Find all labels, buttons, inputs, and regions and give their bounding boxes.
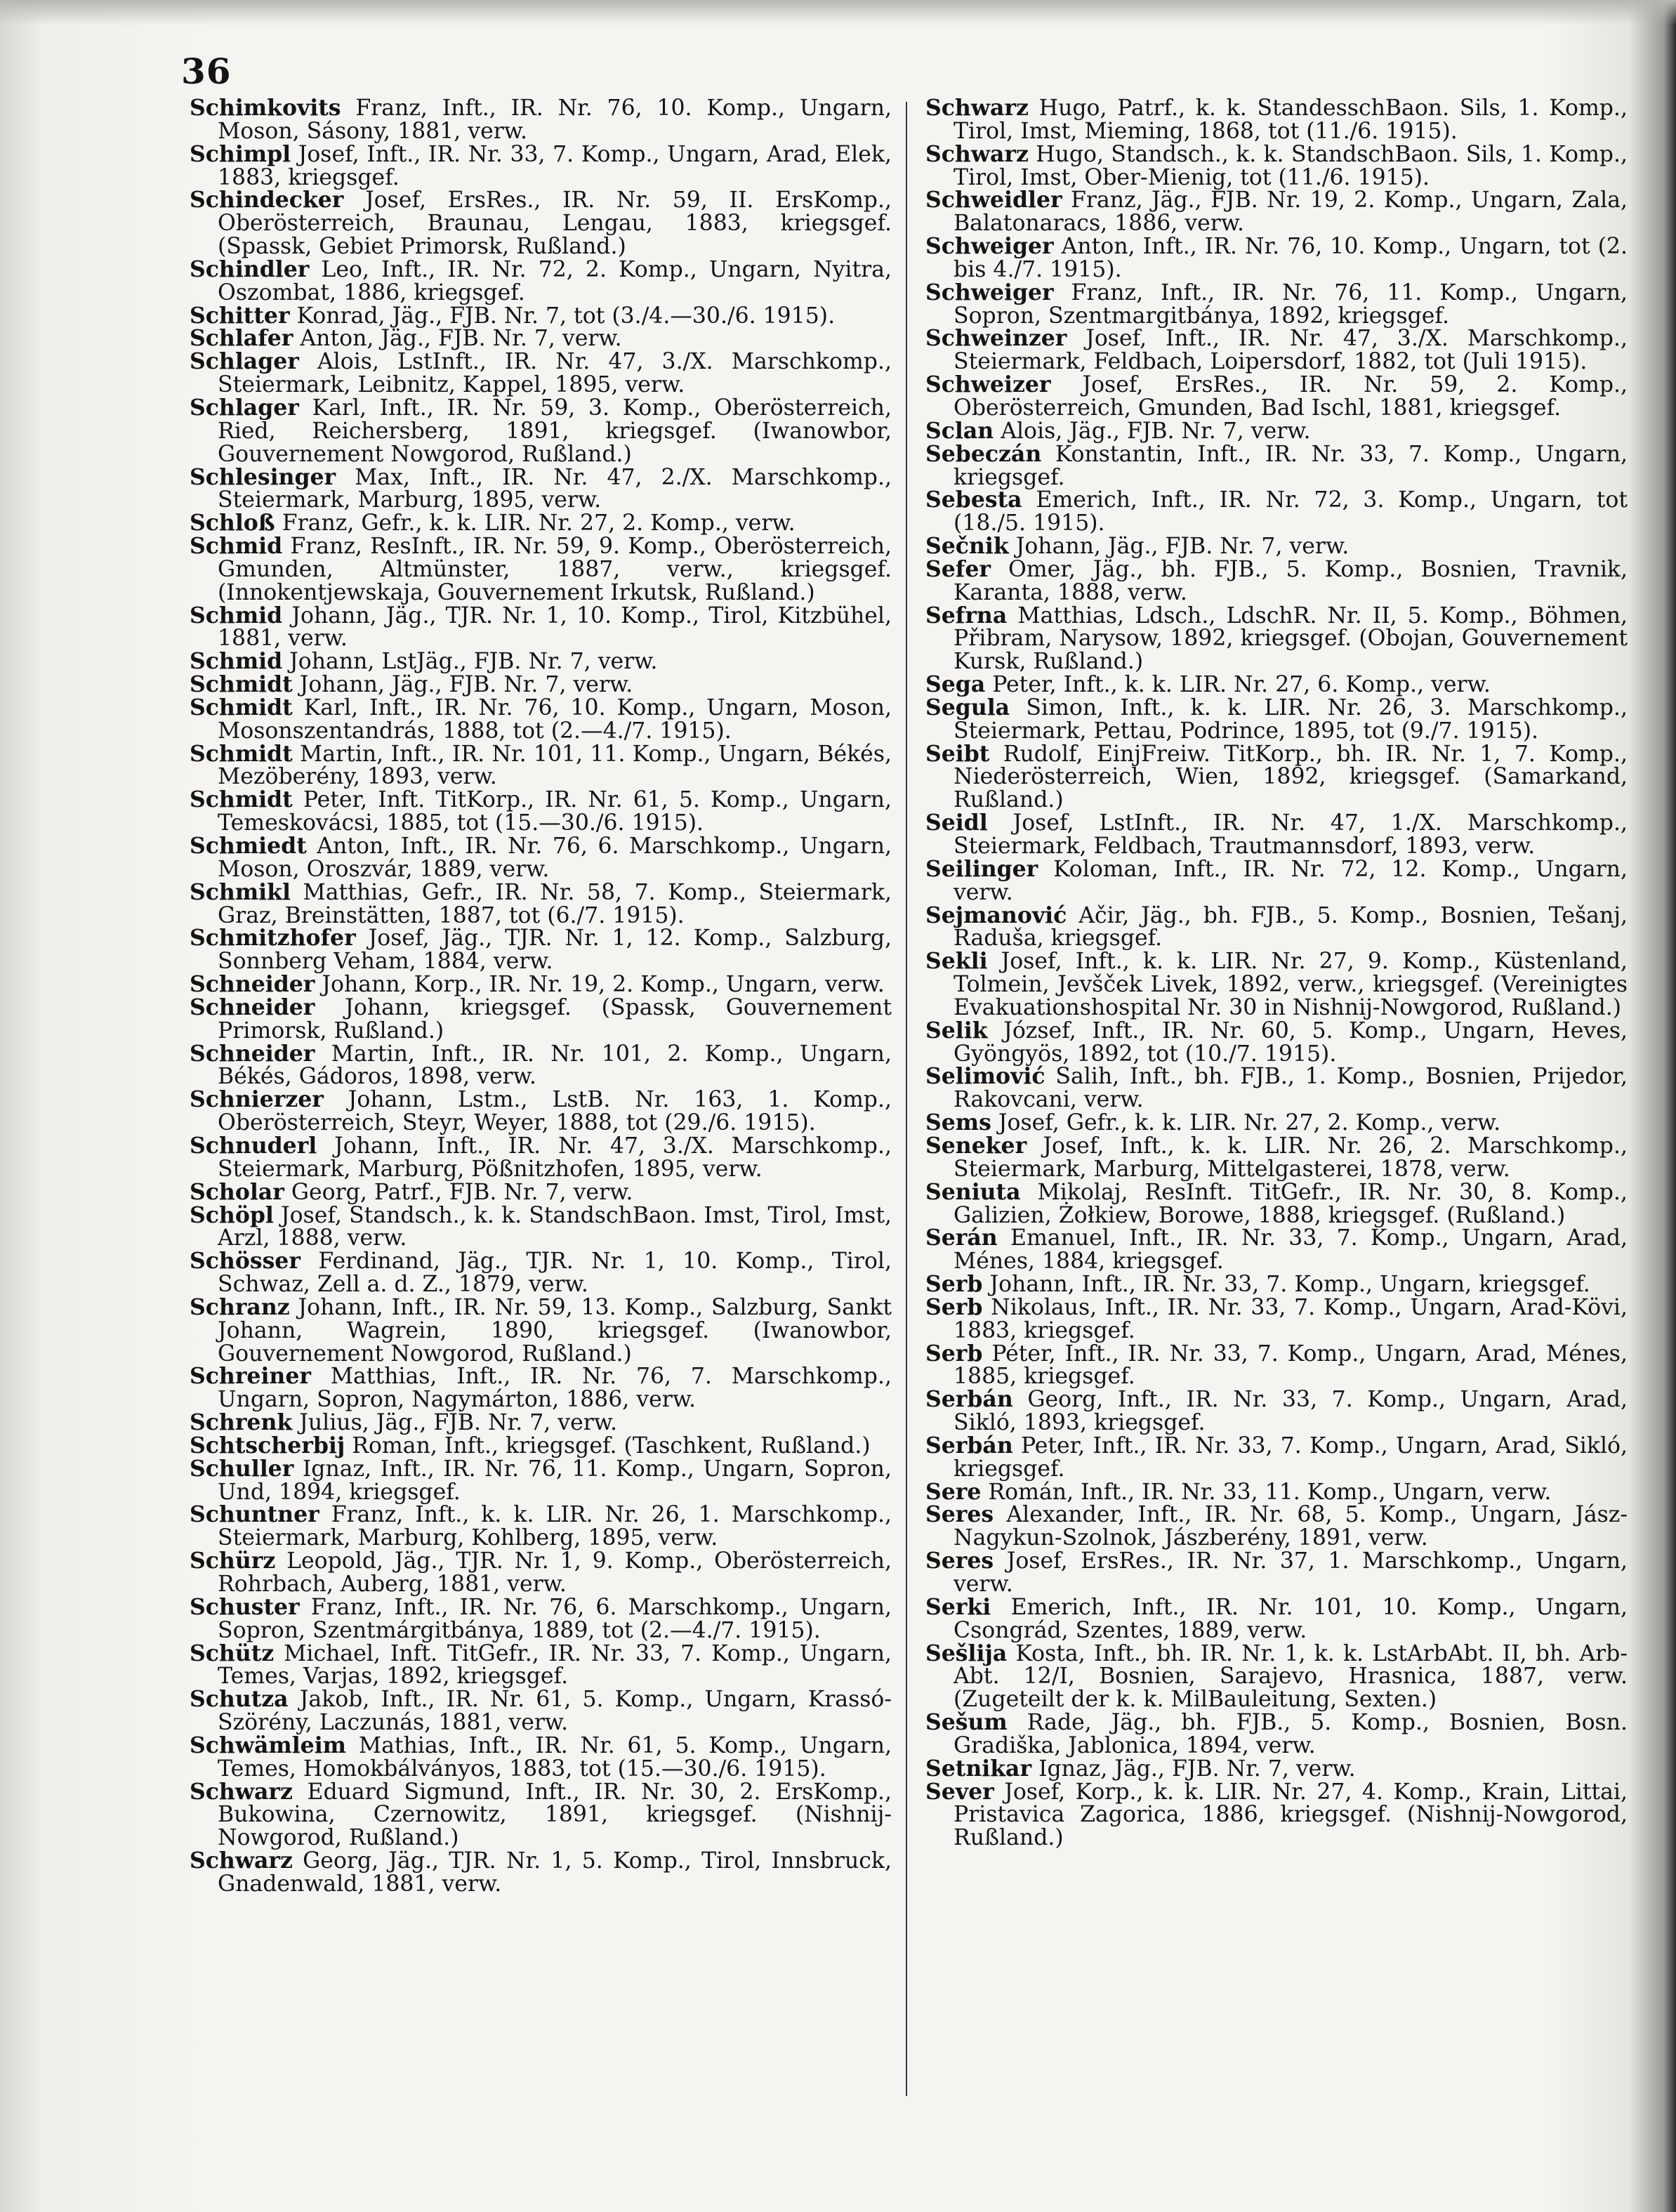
entry-details: Leopold, Jäg., TJR. Nr. 1, 9. Komp., Oberösterreich, Rohrbach, Auberg, 1881, verw. bbox=[218, 1548, 892, 1597]
entry-surname: Schloß bbox=[190, 510, 275, 536]
entry-details: Nikolaus, Inft., IR. Nr. 33, 7. Komp., Ungarn, Arad-Kövi, 1883, kriegsgef. bbox=[954, 1294, 1628, 1343]
entry-details: Johann, Jäg., FJB. Nr. 7, verw. bbox=[1015, 534, 1350, 560]
entry-surname: Serb bbox=[925, 1293, 983, 1320]
entry-surname: Schmidt bbox=[190, 671, 293, 698]
entry-details: Franz, Inft., IR. Nr. 76, 10. Komp., Ungarn, Moson, Sásony, 1881, verw. bbox=[218, 96, 892, 144]
entry-details: Franz, Gefr., k. k. LIR. Nr. 27, 2. Komp., verw. bbox=[282, 511, 796, 536]
entry-details: Matthias, Ldsch., LdschR. Nr. II, 5. Komp., Böhmen, Přibram, Narysow, 1892, kriegsgef. (Obojan, Gouvernement Kursk, Rußland.) bbox=[954, 603, 1628, 675]
list-entry bbox=[925, 855, 1628, 905]
list-entry bbox=[925, 189, 1628, 235]
list-entry bbox=[190, 394, 892, 467]
list-entry bbox=[190, 258, 892, 305]
entry-details: Salih, Inft., bh. FJB., 1. Komp., Bosnien, Prijedor, Rakovcani, verw. bbox=[954, 1064, 1628, 1113]
list-entry bbox=[190, 673, 892, 697]
list-entry bbox=[190, 1850, 892, 1896]
entry-details: Eduard Sigmund, Inft., IR. Nr. 30, 2. ErsKomp., Bukowina, Czernowitz, 1891, kriegsgef. (Nishnij-Nowgorod, Rußland.) bbox=[218, 1779, 892, 1851]
list-entry bbox=[190, 97, 892, 143]
entry-details: Kosta, Inft., bh. IR. Nr. 1, k. k. LstArbAbt. II, bh. Arb-Abt. 12/I, Bosnien, Sarajevo, Hrasnica, 1887, verw. (Zugeteilt der k. k. MilBauleitung, Sexten.) bbox=[954, 1640, 1628, 1713]
entry-details: Johann, Inft., IR. Nr. 33, 7. Komp., Ungarn, kriegsgef. bbox=[989, 1272, 1590, 1298]
entry-details: Matthias, Inft., IR. Nr. 76, 7. Marschkomp., Ungarn, Sopron, Nagymárton, 1886, verw. bbox=[218, 1364, 892, 1413]
entry-surname: Schlesinger bbox=[190, 463, 336, 490]
list-entry bbox=[925, 1227, 1628, 1273]
entry-surname: Schöpl bbox=[190, 1202, 274, 1228]
entry-details: Franz, Inft., k. k. LIR. Nr. 26, 1. Marschkomp., Steiermark, Marburg, Kohlberg, 1895, verw. bbox=[218, 1502, 892, 1551]
entry-details: Emerich, Inft., IR. Nr. 72, 3. Komp., Ungarn, tot (18./5. 1915). bbox=[954, 487, 1628, 536]
entry-surname: Schuster bbox=[190, 1593, 300, 1620]
entry-surname: Seidl bbox=[925, 810, 988, 836]
entry-surname: Sere bbox=[925, 1478, 982, 1505]
list-entry bbox=[190, 1040, 892, 1090]
list-entry bbox=[925, 489, 1628, 535]
entry-surname: Schmidt bbox=[190, 694, 293, 720]
list-entry bbox=[925, 97, 1628, 143]
entry-surname: Schürz bbox=[190, 1548, 276, 1574]
list-entry bbox=[925, 235, 1628, 282]
list-entry bbox=[190, 1250, 892, 1296]
entry-details: Josef, ErsRes., IR. Nr. 37, 1. Marschkomp., Ungarn, verw. bbox=[954, 1548, 1628, 1597]
list-entry bbox=[190, 1642, 892, 1689]
entry-surname: Sekli bbox=[925, 948, 988, 975]
list-entry bbox=[925, 535, 1628, 558]
entry-surname: Sebeczán bbox=[925, 440, 1042, 467]
list-entry bbox=[925, 279, 1628, 329]
page-shadow bbox=[0, 0, 1676, 25]
entry-surname: Seilinger bbox=[925, 855, 1038, 882]
entry-details: Anton, Inft., IR. Nr. 76, 10. Komp., Ungarn, tot (2. bis 4./7. 1915). bbox=[954, 234, 1628, 282]
entry-details: Georg, Jäg., TJR. Nr. 1, 5. Komp., Tirol, Innsbruck, Gnadenwald, 1881, verw. bbox=[218, 1848, 892, 1897]
entry-details: Alexander, Inft., IR. Nr. 68, 5. Komp., Ungarn, Jász-Nagykun-Szolnok, Jászberény, 1891, verw. bbox=[954, 1502, 1628, 1551]
list-entry bbox=[925, 812, 1628, 858]
list-entry bbox=[925, 371, 1628, 421]
entry-details: Omer, Jäg., bh. FJB., 5. Komp., Bosnien, Travnik, Karanta, 1888, verw. bbox=[954, 556, 1628, 605]
list-entry bbox=[925, 694, 1628, 744]
list-entry bbox=[925, 1778, 1628, 1851]
entry-details: Alois, Jäg., FJB. Nr. 7, verw. bbox=[1001, 418, 1311, 444]
entry-surname: Schneider bbox=[190, 971, 315, 998]
entry-details: Hugo, Standsch., k. k. StandschBaon. Sils, 1. Komp., Tirol, Imst, Ober-Mienig, tot (11./6. 1915). bbox=[954, 141, 1628, 190]
entry-surname: Schwarz bbox=[190, 1848, 293, 1874]
list-entry bbox=[190, 835, 892, 881]
entry-details: Martin, Inft., IR. Nr. 101, 11. Komp., Ungarn, Békés, Mezöberény, 1893, verw. bbox=[218, 741, 892, 790]
entry-surname: Selimović bbox=[925, 1063, 1045, 1090]
entry-surname: Schmitzhofer bbox=[190, 925, 356, 952]
entry-details: Josef, Inft., IR. Nr. 33, 7. Komp., Ungarn, Arad, Elek, 1883, kriegsgef. bbox=[218, 141, 892, 190]
entry-surname: Serb bbox=[925, 1271, 983, 1298]
right-column bbox=[925, 97, 1628, 1850]
list-entry bbox=[190, 1411, 892, 1435]
entry-details: Román, Inft., IR. Nr. 33, 11. Komp., Ungarn, verw. bbox=[988, 1479, 1552, 1505]
list-entry bbox=[190, 973, 892, 996]
entry-details: József, Inft., IR. Nr. 60, 5. Komp., Ungarn, Heves, Gyöngyös, 1892, tot (10./7. 1915). bbox=[954, 1018, 1628, 1067]
list-entry bbox=[925, 740, 1628, 813]
entry-surname: Schweiger bbox=[925, 279, 1054, 305]
list-entry bbox=[190, 302, 892, 329]
entry-surname: Sever bbox=[925, 1778, 994, 1805]
entry-details: Josef, Jäg., TJR. Nr. 1, 12. Komp., Salzburg, Sonnberg Veham, 1884, verw. bbox=[218, 926, 892, 975]
entry-details: Georg, Patrf., FJB. Nr. 7, verw. bbox=[291, 1179, 633, 1205]
entry-details: Rudolf, EinjFreiw. TitKorp., bh. IR. Nr. 1, 7. Komp., Niederösterreich, Wien, 1892, kriegsgef. (Samarkand, Rußland.) bbox=[954, 741, 1628, 813]
entry-surname: Sešum bbox=[925, 1709, 1008, 1736]
list-entry bbox=[925, 555, 1628, 605]
entry-details: Josef, Inft., IR. Nr. 47, 3./X. Marschkomp., Steiermark, Feldbach, Loipersdorf, 1882, tot (Juli 1915). bbox=[954, 326, 1628, 375]
entry-surname: Schtscherbij bbox=[190, 1432, 345, 1459]
entry-surname: Serki bbox=[925, 1593, 991, 1620]
entry-details: Emanuel, Inft., IR. Nr. 33, 7. Komp., Ungarn, Arad, Ménes, 1884, kriegsgef. bbox=[954, 1225, 1628, 1275]
list-entry bbox=[190, 694, 892, 744]
list-entry bbox=[190, 650, 892, 673]
entry-details: Josef, ErsRes., IR. Nr. 59, II. ErsKomp., Oberösterreich, Braunau, Lengau, 1883, kriegsgef. (Spassk, Gebiet Primorsk, Rußland.) bbox=[218, 187, 892, 260]
entry-surname: Seneker bbox=[925, 1132, 1027, 1159]
entry-details: Leo, Inft., IR. Nr. 72, 2. Komp., Ungarn, Nyitra, Oszombat, 1886, kriegsgef. bbox=[218, 256, 892, 305]
list-entry bbox=[925, 327, 1628, 374]
entry-details: Karl, Inft., IR. Nr. 59, 3. Komp., Oberösterreich, Ried, Reichersberg, 1891, kriegsgef. (Iwanowbor, Gouvernement Nowgorod, Rußland.) bbox=[218, 395, 892, 467]
list-entry bbox=[925, 440, 1628, 490]
list-entry bbox=[925, 417, 1628, 444]
list-entry bbox=[190, 878, 892, 928]
entry-surname: Schmiedt bbox=[190, 833, 307, 859]
entry-surname: Schmidt bbox=[190, 786, 293, 813]
entry-surname: Schmikl bbox=[190, 878, 291, 905]
entry-details: Hugo, Patrf., k. k. StandesschBaon. Sils, 1. Komp., Tirol, Imst, Mieming, 1868, tot (11./6. 1915). bbox=[954, 96, 1628, 144]
entry-details: Franz, Inft., IR. Nr. 76, 6. Marschkomp., Ungarn, Sopron, Szentmárgitbánya, 1889, tot (2.—4./7. 1915). bbox=[218, 1594, 892, 1643]
list-entry bbox=[190, 1455, 892, 1505]
list-entry bbox=[190, 1432, 892, 1459]
entry-details: Peter, Inft. TitKorp., IR. Nr. 61, 5. Komp., Ungarn, Temeskovácsi, 1885, tot (15.—30./6. 1915). bbox=[218, 787, 892, 836]
entry-surname: Schwarz bbox=[925, 140, 1029, 167]
list-entry bbox=[925, 1503, 1628, 1550]
entry-details: Martin, Inft., IR. Nr. 101, 2. Komp., Ungarn, Békés, Gádoros, 1898, verw. bbox=[218, 1041, 892, 1090]
list-entry bbox=[190, 786, 892, 836]
entry-details: Johann, Jäg., FJB. Nr. 7, verw. bbox=[299, 672, 633, 698]
list-entry bbox=[925, 904, 1628, 951]
entry-details: Josef, Inft., k. k. LIR. Nr. 27, 9. Komp., Küstenland, Tolmein, Jevšček Livek, 1892, verw., kriegsgef. (Vereinigtes Evakuationshospital Nr. 30 in Nishnij-Nowgorod, Rußland.) bbox=[954, 949, 1628, 1020]
entry-surname: Sefrna bbox=[925, 602, 1008, 628]
entry-details: Mathias, Inft., IR. Nr. 61, 5. Komp., Ungarn, Temes, Homokbálványos, 1883, tot (15.—30./6. 1915). bbox=[218, 1732, 892, 1782]
entry-details: Johann, kriegsgef. (Spassk, Gouvernement Primorsk, Rußland.) bbox=[218, 994, 892, 1044]
entry-details: Johann, LstJäg., FJB. Nr. 7, verw. bbox=[289, 649, 658, 675]
entry-surname: Schwämleim bbox=[190, 1732, 346, 1758]
entry-surname: Schutza bbox=[190, 1686, 289, 1713]
list-entry bbox=[190, 927, 892, 973]
entry-surname: Schreiner bbox=[190, 1363, 311, 1390]
list-entry bbox=[190, 1088, 892, 1135]
list-entry bbox=[190, 740, 892, 790]
entry-details: Franz, Inft., IR. Nr. 76, 11. Komp., Ungarn, Sopron, Szentmargitbánya, 1892, kriegsgef. bbox=[954, 279, 1628, 329]
entry-surname: Schweiger bbox=[925, 233, 1054, 260]
entry-surname: Schwarz bbox=[190, 1778, 293, 1805]
entry-details: Alois, LstInft., IR. Nr. 47, 3./X. Marschkomp., Steiermark, Leibnitz, Kappel, 1895, verw. bbox=[218, 349, 892, 398]
list-entry bbox=[925, 1132, 1628, 1182]
entry-details: Karl, Inft., IR. Nr. 76, 10. Komp., Ungarn, Moson, Mosonszentandrás, 1888, tot (2.—4./7. 1915). bbox=[218, 694, 892, 744]
list-entry bbox=[190, 602, 892, 652]
entry-details: Josef, Inft., k. k. LIR. Nr. 26, 2. Marschkomp., Steiermark, Marburg, Mittelgasterei, 1878, verw. bbox=[954, 1133, 1628, 1182]
list-entry bbox=[190, 327, 892, 350]
entry-details: Josef, Korp., k. k. LIR. Nr. 27, 4. Komp., Krain, Littai, Pristavica Zagorica, 1886, kriegsgef. (Nishnij-Nowgorod, Rußland.) bbox=[954, 1779, 1628, 1851]
list-entry bbox=[925, 1478, 1628, 1505]
list-entry bbox=[190, 189, 892, 258]
entry-details: Josef, ErsRes., IR. Nr. 59, 2. Komp., Oberösterreich, Gmunden, Bad Ischl, 1881, kriegsgef. bbox=[954, 372, 1628, 421]
list-entry bbox=[925, 140, 1628, 190]
entry-details: Johann, Inft., IR. Nr. 59, 13. Komp., Salzburg, Sankt Johann, Wagrein, 1890, kriegsgef. (Iwanowbor, Gouvernement Nowgorod, Rußland.) bbox=[218, 1294, 892, 1367]
entry-surname: Seniuta bbox=[925, 1178, 1021, 1205]
entry-details: Josef, Standsch., k. k. StandschBaon. Imst, Tirol, Imst, Arzl, 1888, verw. bbox=[218, 1202, 892, 1251]
entry-details: Georg, Inft., IR. Nr. 33, 7. Komp., Ungarn, Arad, Sikló, 1893, kriegsgef. bbox=[954, 1387, 1628, 1436]
list-entry bbox=[190, 1778, 892, 1851]
entry-surname: Schlager bbox=[190, 394, 299, 421]
list-entry bbox=[925, 1340, 1628, 1390]
entry-details: Franz, Jäg., FJB. Nr. 19, 2. Komp., Ungarn, Zala, Balatonaracs, 1886, verw. bbox=[954, 187, 1628, 237]
entry-surname: Schmid bbox=[190, 533, 283, 560]
list-entry bbox=[925, 1273, 1628, 1296]
entry-details: Jakob, Inft., IR. Nr. 61, 5. Komp., Ungarn, Krassó-Szörény, Laczunás, 1881, verw. bbox=[218, 1687, 892, 1736]
entry-details: Péter, Inft., IR. Nr. 33, 7. Komp., Ungarn, Arad, Ménes, 1885, kriegsgef. bbox=[954, 1341, 1628, 1390]
entry-details: Johann, Jäg., TJR. Nr. 1, 10. Komp., Tirol, Kitzbühel, 1881, verw. bbox=[218, 603, 892, 652]
entry-surname: Schuntner bbox=[190, 1501, 319, 1528]
entry-details: Max, Inft., IR. Nr. 47, 2./X. Marschkomp., Steiermark, Marburg, 1895, verw. bbox=[218, 464, 892, 513]
entry-surname: Schuller bbox=[190, 1455, 294, 1482]
entry-surname: Sems bbox=[925, 1110, 991, 1136]
list-entry bbox=[925, 1065, 1628, 1112]
list-entry bbox=[190, 512, 892, 535]
entry-details: Johann, Korp., IR. Nr. 19, 2. Komp., Ungarn, verw. bbox=[322, 972, 885, 998]
entry-surname: Schnierzer bbox=[190, 1086, 324, 1113]
list-entry bbox=[190, 1593, 892, 1643]
entry-surname: Schwarz bbox=[925, 95, 1029, 121]
list-entry bbox=[925, 1293, 1628, 1343]
entry-surname: Schweidler bbox=[925, 187, 1062, 213]
list-entry bbox=[925, 1642, 1628, 1712]
entry-details: Emerich, Inft., IR. Nr. 101, 10. Komp., Ungarn, Csongrád, Szentes, 1889, verw. bbox=[954, 1594, 1628, 1643]
list-entry bbox=[925, 1755, 1628, 1782]
list-entry bbox=[925, 1178, 1628, 1228]
entry-details: Simon, Inft., k. k. LIR. Nr. 26, 3. Marschkomp., Steiermark, Pettau, Podrince, 1895, tot (9./7. 1915). bbox=[954, 694, 1628, 744]
entry-details: Ignaz, Inft., IR. Nr. 76, 11. Komp., Ungarn, Sopron, Und, 1894, kriegsgef. bbox=[218, 1456, 892, 1505]
entry-surname: Schindecker bbox=[190, 187, 344, 213]
list-entry bbox=[190, 1550, 892, 1596]
list-entry bbox=[190, 1365, 892, 1411]
entry-details: Josef, LstInft., IR. Nr. 47, 1./X. Marschkomp., Steiermark, Feldbach, Trautmannsdorf, 1893, verw. bbox=[954, 810, 1628, 859]
entry-details: Ignaz, Jäg., FJB. Nr. 7, verw. bbox=[1038, 1756, 1356, 1782]
list-entry bbox=[190, 1204, 892, 1251]
list-entry bbox=[925, 602, 1628, 675]
entry-details: Anton, Jäg., FJB. Nr. 7, verw. bbox=[300, 326, 622, 352]
list-entry bbox=[190, 1178, 892, 1205]
left-column bbox=[190, 97, 892, 1896]
entry-details: Johann, Inft., IR. Nr. 47, 3./X. Marschkomp., Steiermark, Marburg, Pößnitzhofen, 1895, verw. bbox=[218, 1133, 892, 1182]
entry-surname: Serán bbox=[925, 1225, 998, 1251]
list-entry bbox=[190, 350, 892, 397]
list-entry bbox=[925, 950, 1628, 1020]
list-entry bbox=[190, 1132, 892, 1182]
list-entry bbox=[190, 996, 892, 1043]
entry-details: Julius, Jäg., FJB. Nr. 7, verw. bbox=[299, 1410, 618, 1436]
list-entry bbox=[190, 535, 892, 605]
entry-details: Michael, Inft. TitGefr., IR. Nr. 33, 7. Komp., Ungarn, Temes, Varjas, 1892, kriegsgef. bbox=[218, 1640, 892, 1690]
entry-details: Mikolaj, ResInft. TitGefr., IR. Nr. 30, 8. Komp., Galizien, Żołkiew, Borowe, 1888, kriegsgef. (Rußland.) bbox=[954, 1179, 1628, 1228]
entry-details: Matthias, Gefr., IR. Nr. 58, 7. Komp., Steiermark, Graz, Breinstätten, 1887, tot (6./7. 1915). bbox=[218, 879, 892, 928]
entry-surname: Sešlija bbox=[925, 1640, 1008, 1666]
entry-surname: Schweinzer bbox=[925, 325, 1067, 352]
entry-surname: Schindler bbox=[190, 256, 310, 282]
entry-surname: Schlager bbox=[190, 348, 299, 375]
list-entry bbox=[925, 1711, 1628, 1758]
entry-surname: Setnikar bbox=[925, 1755, 1032, 1782]
entry-surname: Schösser bbox=[190, 1248, 301, 1275]
entry-surname: Segula bbox=[925, 694, 1010, 720]
entry-details: Ačir, Jäg., bh. FJB., 5. Komp., Bosnien, Tešanj, Raduša, kriegsgef. bbox=[954, 902, 1628, 952]
entry-surname: Schneider bbox=[190, 994, 315, 1020]
entry-details: Konrad, Jäg., FJB. Nr. 7, tot (3./4.—30./6. 1915). bbox=[296, 303, 836, 329]
entry-details: Johann, Lstm., LstB. Nr. 163, 1. Komp., Oberösterreich, Steyr, Weyer, 1888, tot (29./6. 1915). bbox=[218, 1087, 892, 1136]
entry-surname: Sefer bbox=[925, 555, 991, 582]
entry-details: Josef, Gefr., k. k. LIR. Nr. 27, 2. Komp., verw. bbox=[998, 1110, 1501, 1136]
list-entry bbox=[925, 1017, 1628, 1067]
entry-details: Ferdinand, Jäg., TJR. Nr. 1, 10. Komp., Tirol, Schwaz, Zell a. d. Z., 1879, verw. bbox=[218, 1249, 892, 1298]
list-entry bbox=[190, 140, 892, 190]
entry-surname: Schneider bbox=[190, 1040, 315, 1067]
entry-surname: Seres bbox=[925, 1548, 994, 1574]
entry-surname: Selik bbox=[925, 1017, 988, 1044]
entry-details: Franz, ResInft., IR. Nr. 59, 9. Komp., Oberösterreich, Gmunden, Altmünster, 1887, verw., kriegsgef. (Innokentjewskaja, Gouvernement Irkutsk, Rußland.) bbox=[218, 534, 892, 605]
entry-surname: Seres bbox=[925, 1501, 994, 1528]
list-entry bbox=[190, 1688, 892, 1734]
list-entry bbox=[925, 1593, 1628, 1643]
page-number: 36 bbox=[181, 51, 232, 92]
entry-surname: Seibt bbox=[925, 740, 990, 767]
entry-details: Roman, Inft., kriegsgef. (Taschkent, Rußland.) bbox=[352, 1433, 871, 1459]
entry-surname: Sclan bbox=[925, 417, 994, 444]
list-entry bbox=[190, 1503, 892, 1550]
list-entry bbox=[925, 1388, 1628, 1435]
list-entry bbox=[925, 1112, 1628, 1135]
entry-details: Koloman, Inft., IR. Nr. 72, 12. Komp., Ungarn, verw. bbox=[954, 856, 1628, 905]
list-entry bbox=[190, 1734, 892, 1781]
entry-surname: Schranz bbox=[190, 1293, 290, 1320]
entry-details: Peter, Inft., k. k. LIR. Nr. 27, 6. Komp., verw. bbox=[992, 672, 1491, 698]
list-entry bbox=[190, 1293, 892, 1367]
entry-details: Anton, Inft., IR. Nr. 76, 6. Marschkomp., Ungarn, Moson, Oroszvár, 1889, verw. bbox=[218, 834, 892, 882]
entry-surname: Schrenk bbox=[190, 1409, 293, 1436]
entry-surname: Sečnik bbox=[925, 533, 1009, 560]
entry-details: Rade, Jäg., bh. FJB., 5. Komp., Bosnien, Bosn. Gradiška, Jablonica, 1894, verw. bbox=[954, 1710, 1628, 1758]
entry-surname: Schweizer bbox=[925, 371, 1051, 398]
entry-details: Peter, Inft., IR. Nr. 33, 7. Komp., Ungarn, Arad, Sikló, kriegsgef. bbox=[954, 1433, 1628, 1482]
entry-surname: Schimkovits bbox=[190, 95, 341, 121]
entry-surname: Serb bbox=[925, 1340, 983, 1367]
entry-surname: Sega bbox=[925, 671, 986, 698]
entry-surname: Schimpl bbox=[190, 140, 291, 167]
entry-surname: Serbán bbox=[925, 1432, 1013, 1459]
entry-surname: Sebesta bbox=[925, 487, 1022, 513]
entry-surname: Serbán bbox=[925, 1386, 1013, 1413]
entry-surname: Schmid bbox=[190, 648, 283, 675]
entry-surname: Schitter bbox=[190, 302, 290, 329]
entry-surname: Schmidt bbox=[190, 740, 293, 767]
list-entry bbox=[925, 1550, 1628, 1596]
entry-surname: Schlafer bbox=[190, 325, 293, 352]
entry-surname: Schnuderl bbox=[190, 1132, 317, 1159]
entry-surname: Sejmanović bbox=[925, 902, 1067, 928]
entry-details: Konstantin, Inft., IR. Nr. 33, 7. Komp., Ungarn, kriegsgef. bbox=[954, 441, 1628, 490]
entry-surname: Scholar bbox=[190, 1178, 284, 1205]
list-entry bbox=[190, 463, 892, 513]
list-entry bbox=[925, 673, 1628, 697]
entry-surname: Schütz bbox=[190, 1640, 275, 1666]
list-entry bbox=[925, 1432, 1628, 1482]
entry-surname: Schmid bbox=[190, 602, 283, 628]
column-divider bbox=[906, 102, 907, 2096]
